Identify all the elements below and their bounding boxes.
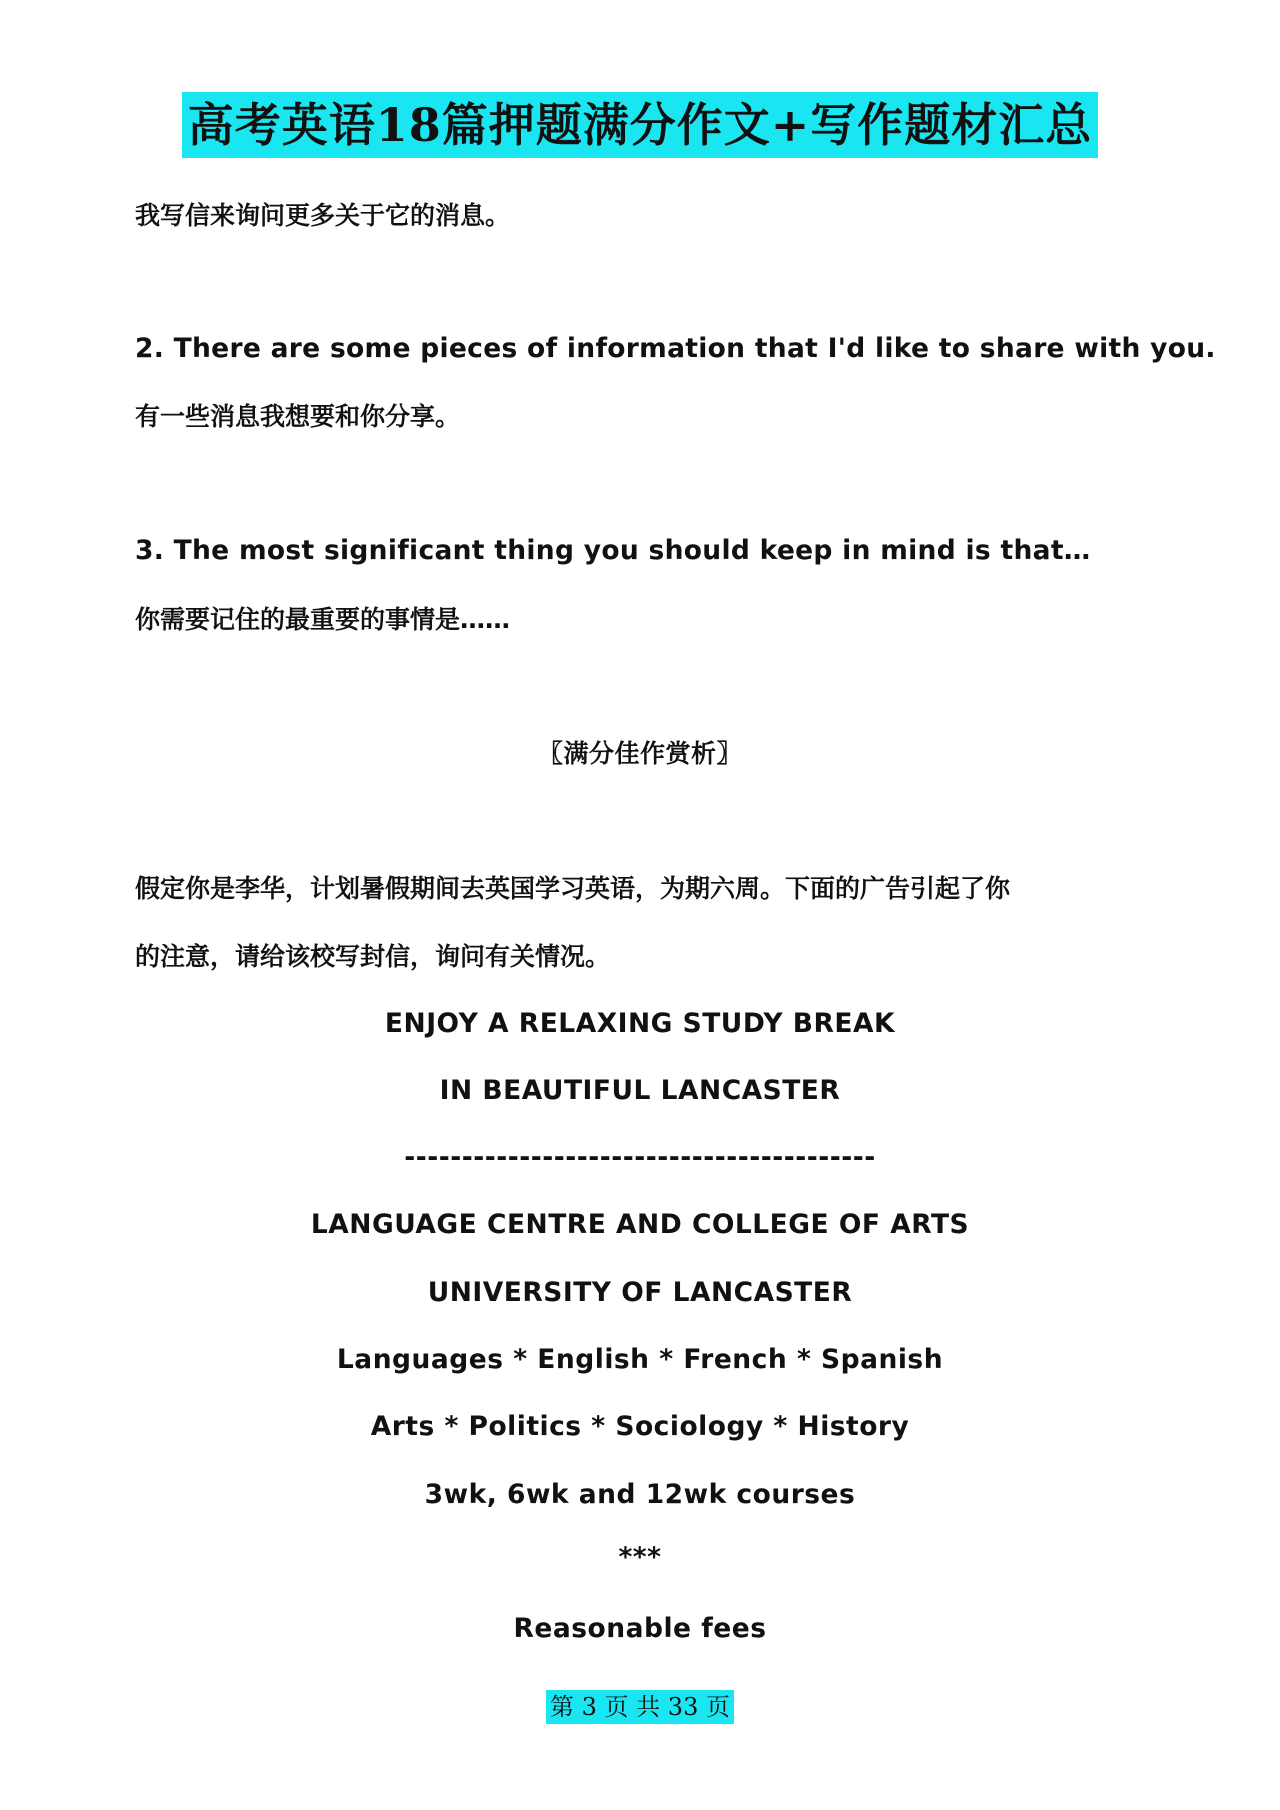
section-heading: 〖满分佳作赏析〗 bbox=[537, 739, 742, 768]
prompt-line: 假定你是李华，计划暑假期间去英国学习英语，为期六周。下面的广告引起了你 bbox=[135, 874, 1011, 903]
text-line: 有一些消息我想要和你分享。 bbox=[135, 402, 461, 431]
ad-institution: LANGUAGE CENTRE AND COLLEGE OF ARTS bbox=[310, 1209, 970, 1240]
page-title: 高考英语18篇押题满分作文+写作题材汇总 bbox=[182, 92, 1099, 158]
text-line: 我写信来询问更多关于它的消息。 bbox=[135, 201, 511, 230]
ad-headline: IN BEAUTIFUL LANCASTER bbox=[439, 1075, 841, 1106]
title-container bbox=[0, 92, 1280, 158]
ad-university: UNIVERSITY OF LANCASTER bbox=[427, 1277, 853, 1308]
text-line: 你需要记住的最重要的事情是…… bbox=[135, 605, 511, 634]
ad-courses: 3wk, 6wk and 12wk courses bbox=[424, 1479, 856, 1510]
ad-divider: ----------------------------------------- bbox=[404, 1142, 876, 1173]
text-line: 2. There are some pieces of information that I'd like to share with you. bbox=[135, 333, 1216, 364]
text-line: 3. The most significant thing you should keep in mind is that… bbox=[135, 535, 1091, 566]
ad-fees: Reasonable fees bbox=[513, 1613, 767, 1644]
ad-headline: ENJOY A RELAXING STUDY BREAK bbox=[384, 1008, 896, 1039]
page-number: 第 3 页 共 33 页 bbox=[546, 1690, 734, 1724]
ad-subjects: Languages * English * French * Spanish bbox=[336, 1344, 944, 1375]
ad-separator: *** bbox=[618, 1542, 662, 1573]
footer bbox=[0, 1690, 1280, 1724]
prompt-line: 的注意，请给该校写封信，询问有关情况。 bbox=[135, 942, 611, 971]
ad-subjects: Arts * Politics * Sociology * History bbox=[370, 1411, 910, 1442]
